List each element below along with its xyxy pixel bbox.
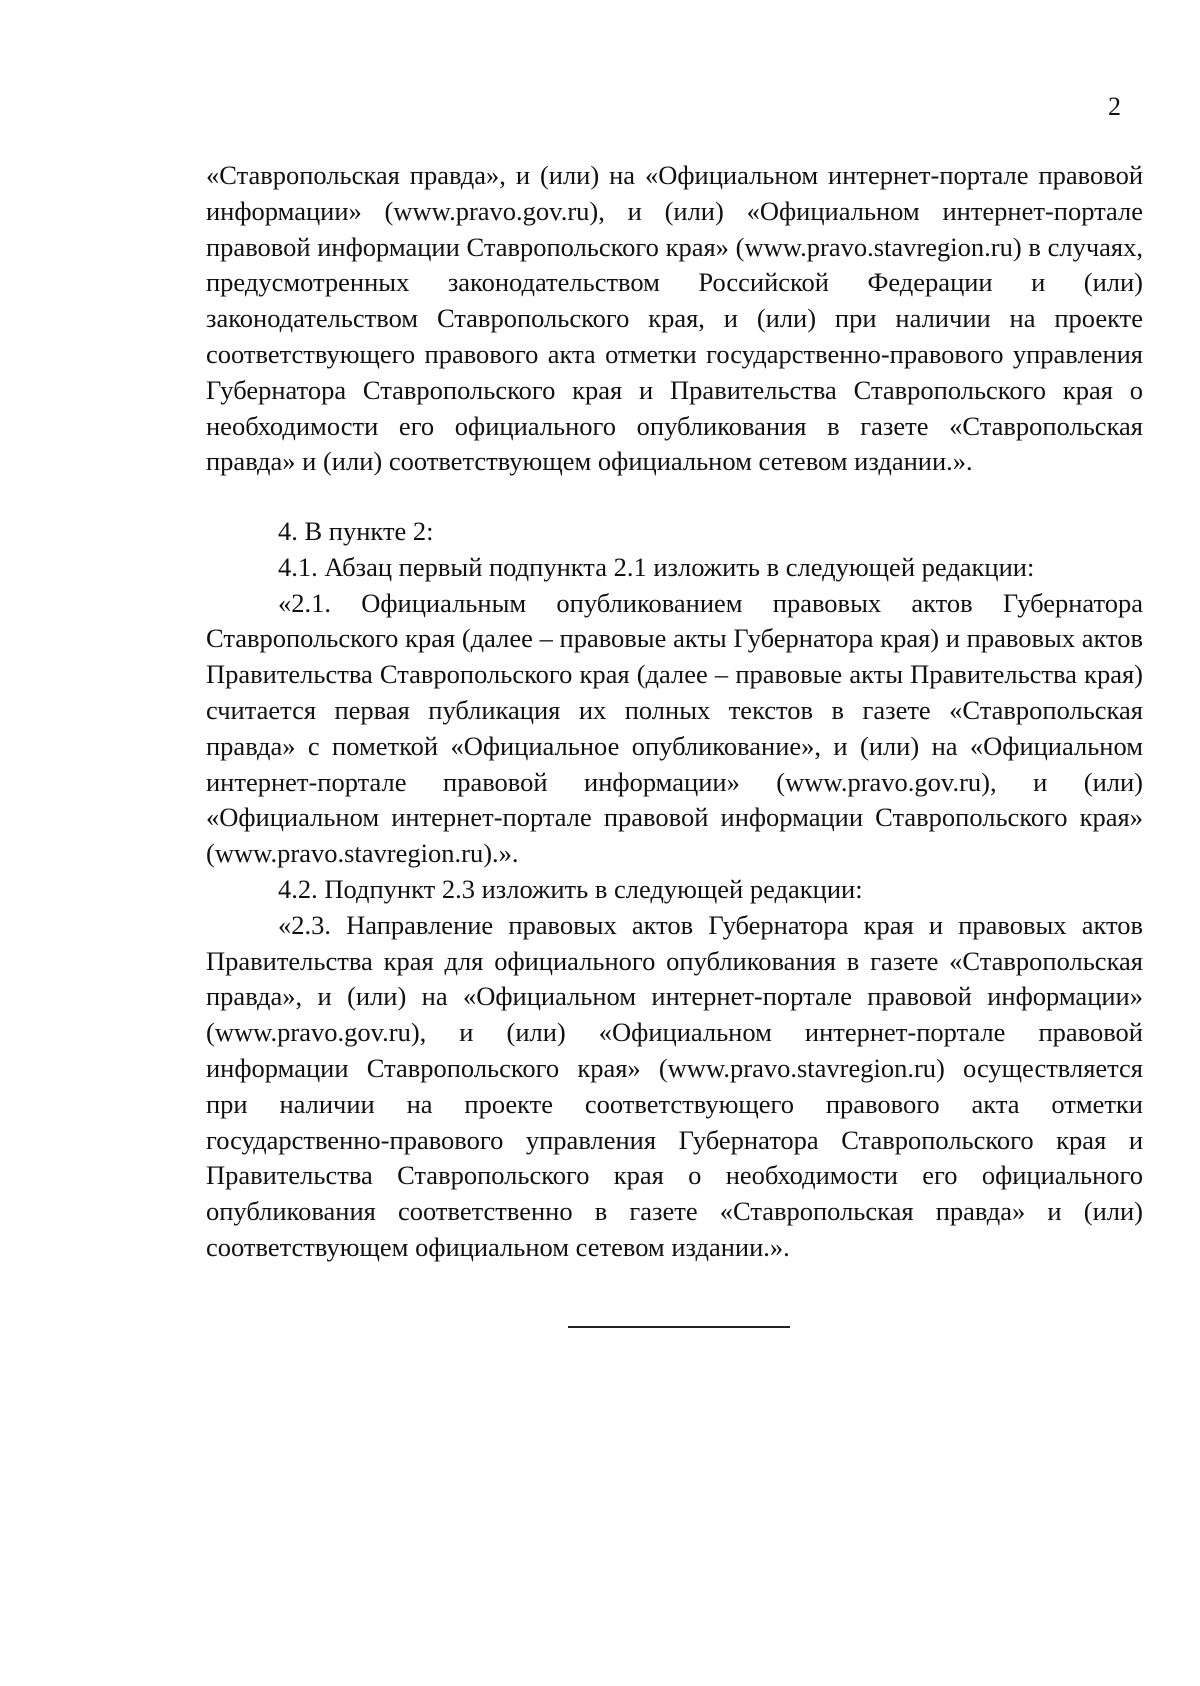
item-4-heading: 4. В пункте 2:	[278, 516, 434, 546]
quoted-paragraph-2-1: «2.1. Официальным опубликованием правовых актов Губернатора Ставропольского края (далее – правовые акты Губернатора края) и правовых актов Правительства Ставропольского края (далее – правовые акты Правительства края) считается первая публикация их полных текстов в газете «Ставропольская правда» с пометкой «Официальное опубликование», и (или) на «Официальном интернет-портале правовой информации» (www.pravo.gov.ru), и (или) «Официальном интернет-портале правовой информации Ставропольского края» (www.pravo.stavregion.ru).».	[206, 587, 1143, 869]
paragraph-continuation: «Ставропольская правда», и (или) на «Официальном интернет-портале правовой информации» (www.pravo.gov.ru), и (или) «Официальном интернет-портале правовой информации Ставропольского края» (www.pravo.stavregion.ru) в случаях, предусмотренных законодательством Российской Федерации и (или) законодательством Ставропольского края, и (или) при наличии на проекте соответствующего правового акта отметки государственно-правового управления Губернатора Ставропольского края и Правительства Ставропольского края о необходимости его официального опубликования в газете «Ставропольская правда» и (или) соответствующем официальном сетевом издании.».	[206, 160, 1143, 477]
subitem-4-2-heading: 4.2. Подпункт 2.3 изложить в следующей редакции:	[278, 873, 863, 904]
end-divider-line	[568, 1326, 790, 1328]
page-number: 2	[1108, 92, 1121, 121]
subitem-4-1-heading: 4.1. Абзац первый подпункта 2.1 изложить в следующей редакции:	[278, 551, 1035, 582]
amendments-block	[206, 514, 1143, 1266]
quoted-paragraph-2-3: «2.3. Направление правовых актов Губернатора края и правовых актов Правительства края для официального опубликования в газете «Ставропольская правда», и (или) на «Официальном интернет-портале правовой информации» (www.pravo.gov.ru), и (или) «Официальном интернет-портале правовой информации Ставропольского края» (www.pravo.stavregion.ru) осуществляется при наличии на проекте соответствующего правового акта отметки государственно-правового управления Губернатора Ставропольского края и Правительства Ставропольского края о необходимости его официального опубликования соответственно в газете «Ставропольская правда» и (или) соответствующем официальном сетевом издании.».	[206, 909, 1143, 1262]
continued-paragraph-block	[206, 158, 1143, 480]
